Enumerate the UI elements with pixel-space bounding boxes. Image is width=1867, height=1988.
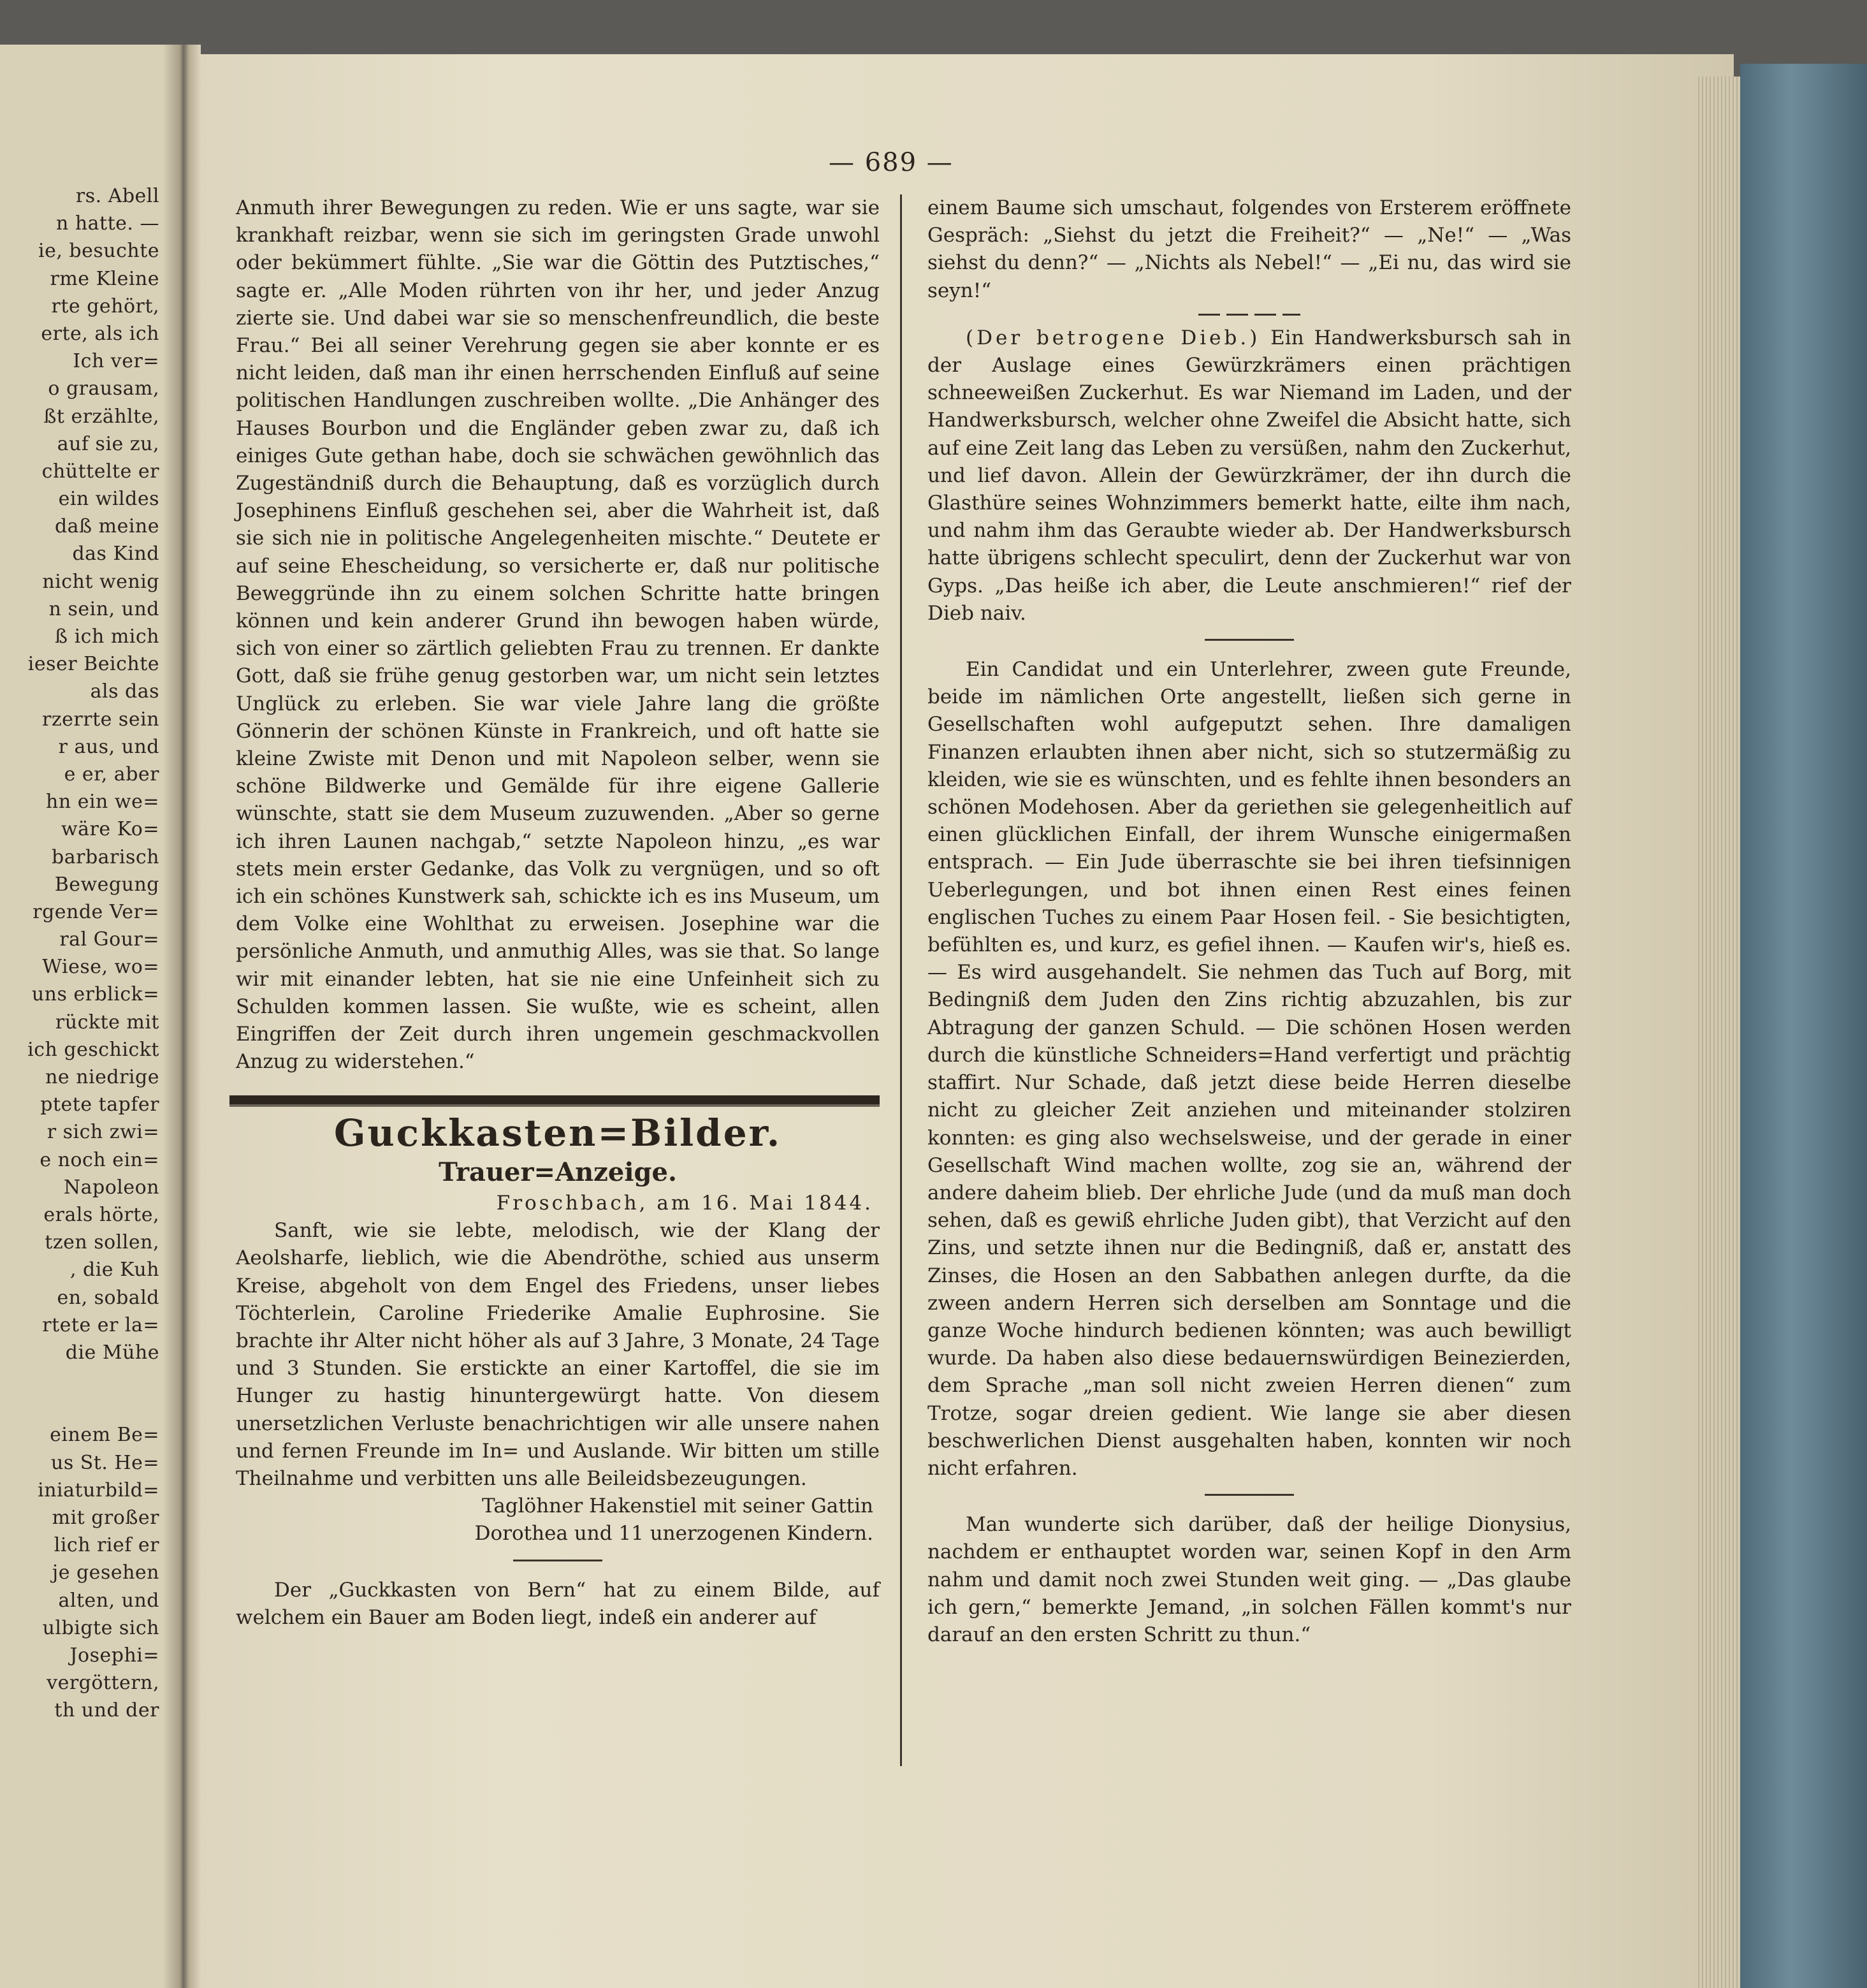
left-fragment-line: ß ich mich — [55, 625, 159, 648]
dionysius-anecdote: Man wunderte sich darüber, daß der heilige Dionysius, nachdem er enthauptet worden war, seinen Kopf in den Arm nahm und damit noch zwei Stunden weit ging. — „Das glaube ich gern,“ bemerkte Jemand, „in solchen Fällen kommt's nur darauf an den ersten Schritt zu thun.“ — [927, 1513, 1571, 1646]
left-fragment-line: nicht wenig — [42, 570, 159, 593]
column-right — [927, 194, 1571, 1649]
left-fragment-line: , die Kuh — [69, 1259, 159, 1282]
book-cover — [1740, 64, 1867, 1988]
candidate-anecdote: Ein Candidat und ein Unterlehrer, zween gute Freunde, beide im nämlichen Orte angestellt, ließen sich gerne in Gesellschaften wohl aufgeputzt sehen. Ihre damaligen Finanzen erlaubten ihnen aber nicht, sich so stutzermäßig zu kleiden, wie sie es wünschten, und es fehlte ihnen besonders an schönen Modehosen. Aber da geriethen sie gelegenheitlich auf einen glücklichen Einfall, der ihrem Wunsche einigermaßen entsprach. — Ein Jude überraschte sie bei ihren tiefsinnigen Ueberlegungen, und bot ihnen einen Rest eines feinen englischen Tuches zu einem Paar Hosen feil. - Sie besichtigten, befühlten es, und kurz, es gefiel ihnen. — Kaufen wir's, hieß es. — Es wird ausgehandelt. Sie nehmen das Tuch auf Borg, mit Bedingniß dem Juden den Zins richtig abzuzahlen, bis zur Abtragung der ganzen Schuld. — Die schönen Hosen werden durch die künstliche Schneiders=Hand verfertigt und prächtig staffirt. Nur Schade, daß jetzt diese beide Herren dieselbe nicht zu gleicher Zeit anziehen und miteinander stolziren konnten: es ging also wechselsweise, und der gerade in einer Gesellschaft Wind machen wollte, zog sie an, während der andere daheim blieb. Der ehrliche Jude (und da muß man doch sehen, daß es gewiß ehrliche Juden gibt), that Verzicht auf den Zins, und setzte ihnen nur die Bedingniß, daß er, anstatt des Zinses, die Hosen an den Sabbathen anlegen durfte, da die zween andern Herren sich derselben am Sonntage und die ganze Woche hindurch bedienen könnten; was auch bewilligt wurde. Da haben also diese bedauernswürdigen Beinezierden, dem Sprache „man soll nicht zweien Herren dienen“ zum Trotze, sogar dreien gedient. Wie lange sie aber diesen beschwerlichen Dienst ausgehalten haben, konnten wir noch nicht erfahren. — [927, 658, 1571, 1480]
page-edges — [1696, 77, 1740, 1988]
left-fragment-line: als das — [90, 680, 159, 703]
gutter — [163, 45, 201, 1988]
anecdote-title: (Der betrogene Dieb.) — [966, 326, 1261, 349]
left-fragment-line: r aus, und — [58, 735, 159, 758]
divider — [1205, 639, 1294, 641]
left-fragment-line: rückte mit — [55, 1011, 159, 1034]
left-fragment-line: rme Kleine — [50, 267, 159, 290]
left-fragment-line: Josephi= — [69, 1644, 159, 1667]
left-fragment-line: uns erblick= — [31, 983, 159, 1006]
left-fragment-line: iniaturbild= — [38, 1479, 159, 1502]
left-fragment-line: auf sie zu, — [57, 432, 159, 455]
napoleon-text: Anmuth ihrer Bewegungen zu reden. Wie er uns sagte, war sie krankhaft reizbar, wenn sie sich im geringsten Grade unwohl oder bekümmert fühlte. „Sie war die Göttin des Putztisches,“ sagte er. „Alle Moden rührten von ihr her, und jeder Anzug zierte sie. Und dabei war sie so menschenfreundlich, die beste Frau.“ Bei all seiner Verehrung gegen sie aber konnte er es nicht leiden, daß man ihr einen herrschenden Einfluß auf seine politischen Handlungen zuschreiben wollte. „Die Anhänger des Hauses Bourbon und die Engländer geben zwar zu, daß ich einiges Gute gethan habe, doch sie schwächen gewöhnlich das Zugeständniß durch die Behauptung, daß es vorzüglich durch Josephinens Einfluß geschehen sei, aber die Wahrheit ist, daß sie sich nie in politische Angelegenheiten mischte.“ Deutete er auf seine Ehescheidung, so versicherte er, daß nur politische Beweggründe ihn zu einem solchen Schritte hatte bringen können und kein anderer Grund ihn bewogen haben würde, sich von einer so zärtlich geliebten Frau zu trennen. Er dankte Gott, daß sie frühe genug gestorben war, um nicht sein letztes Unglück zu erleben. Sie war viele Jahre lang die größte Gönnerin der schönen Künste in Frankreich, und oft hatte sie kleine Zwiste mit Denon und mit Napoleon selber, wenn sie schöne Bildwerke und Gemälde für ihre eigene Gallerie wünschte, statt sie dem Museum zuzuwenden. „Aber so gerne ich ihren Launen nachgab,“ setzte Napoleon hinzu, „es war stets mein erster Gedanke, das Volk zu vergnügen, und so oft ich ein schönes Kunstwerk sah, schickte ich es ins Museum, um dem Volke eine Wohlthat zu erweisen. Josephine war die persönliche Anmuth, und anmuthig Alles, was sie that. So lange wir mit einander lebten, hat sie nie eine Unfeinheit sich zu Schulden kommen lassen. Sie wußte, wie es scheint, allen Eingriffen der Zeit durch ihren ungemein geschmackvollen Anzug zu widerstehen.“ — [236, 196, 880, 1074]
left-fragment-line: rtete er la= — [42, 1313, 159, 1336]
left-fragment-line: ein wildes — [58, 488, 159, 511]
left-fragment-line: Wiese, wo= — [42, 956, 159, 979]
left-fragment-line: vergöttern, — [47, 1672, 159, 1695]
notice-signature-2: Dorothea und 11 unerzogenen Kindern. — [474, 1522, 873, 1546]
section-rule — [229, 1095, 880, 1107]
anecdote-body: Ein Handwerksbursch sah in der Auslage eines Gewürzkrämers einen prächtigen schneeweißen Zuckerhut. Es war Niemand im Laden, und der Handwerksbursch, welcher ohne Zweifel die Absicht hatte, sich auf eine Zeit lang das Leben zu versüßen, nahm den Zuckerhut, und lief davon. Allein der Gewürzkrämer, der ihn durch die Glasthüre seines Wohnzimmers bemerkt hatte, eilte ihm nach, und nahm ihm das Geraubte wieder ab. Der Handwerksbursch hatte übrigens schlecht speculirt, denn der Zuckerhut war von Gyps. „Das heiße ich aber, die Leute anschmieren!“ rief der Dieb naiv. — [927, 326, 1572, 625]
left-fragment-line: n sein, und — [48, 597, 159, 620]
guckkasten-text: Der „Guckkasten von Bern“ hat zu einem Bilde, auf welchem ein Bauer am Boden liegt, indeß ein anderer auf — [236, 1578, 880, 1629]
left-fragment-line: einem Be= — [50, 1424, 159, 1447]
left-fragment-line: mit großer — [52, 1507, 159, 1529]
dialogue-text: einem Baume sich umschaut, folgendes von Ersterem eröffnete Gespräch: „Siehst du jetzt die Freiheit?“ — „Ne!“ — „Was siehst du denn?“ — „Nichts als Nebel!“ — „Ei nu, das wird sie seyn!“ — [927, 196, 1571, 302]
left-fragment-line: us St. He= — [51, 1451, 159, 1474]
left-fragment-line: alten, und — [58, 1589, 159, 1612]
left-fragment-line: erals hörte, — [43, 1203, 159, 1226]
left-fragment-line: n hatte. — — [55, 212, 159, 235]
left-fragment-line: wäre Ko= — [61, 818, 159, 841]
divider — [1198, 314, 1300, 316]
left-fragment-line: rs. Abell — [75, 185, 159, 207]
left-fragment-line: e er, aber — [64, 763, 159, 786]
left-fragment-line: Bewegung — [54, 873, 159, 896]
left-fragment-line: hn ein we= — [46, 791, 159, 814]
thief-anecdote — [927, 325, 1571, 627]
column-separator — [900, 194, 902, 1766]
left-fragment-line: ulbigte sich — [42, 1616, 159, 1639]
left-fragment-line: o grausam, — [48, 377, 159, 400]
notice-body: Sanft, wie sie lebte, melodisch, wie der Klang der Aeolsharfe, lieblich, wie die Abendröthe, schied aus unserm Kreise, abgeholt von dem Engel des Friedens, unser liebes Töchterlein, Caroline Friederike Amalie Euphrosine. Sie brachte ihr Alter nicht höher als auf 3 Jahre, 3 Monate, 24 Tage und 3 Stunden. Sie erstickte an einer Kartoffel, die sie im Hunger zu hastig hinuntergewürgt hatte. Von diesem unersetzlichen Verluste benachrichtigen wir alle unsere nahen und fernen Freunde im In= und Auslande. Wir bitten um stille Theilnahme und verbitten uns alle Beileidsbezeugungen. — [236, 1219, 880, 1490]
left-fragment-line — [0, 1396, 159, 1424]
column-left — [236, 194, 880, 1632]
left-fragment-line: daß meine — [54, 515, 159, 538]
notice-signature-1: Taglöhner Hakenstiel mit seiner Gattin — [482, 1495, 873, 1518]
left-fragment-line: rte gehört, — [51, 295, 159, 318]
left-fragment-line: r sich zwi= — [47, 1121, 159, 1144]
left-fragment-line: ne niedrige — [45, 1066, 159, 1088]
left-fragment-line: rgende Ver= — [33, 900, 159, 923]
left-fragment-line: ie, besuchte — [38, 240, 159, 263]
notice-title: Trauer=Anzeige. — [439, 1157, 677, 1187]
divider — [513, 1560, 602, 1561]
left-fragment-line: chüttelte er — [41, 460, 159, 483]
left-fragment-line: ptete tapfer — [40, 1093, 159, 1116]
left-fragment-line: ral Gour= — [59, 928, 159, 951]
left-fragment-line: ßt erzählte, — [43, 405, 159, 428]
left-fragment-line: das Kind — [72, 543, 159, 566]
page-number: — 689 — — [829, 148, 954, 177]
left-fragment-line: Napoleon — [63, 1176, 159, 1199]
divider — [1205, 1494, 1294, 1496]
section-title: Guckkasten=Bilder. — [333, 1111, 782, 1155]
left-fragment-line: barbarisch — [52, 845, 159, 868]
left-fragment-line: die Mühe — [65, 1341, 159, 1364]
left-fragment-line: en, sobald — [57, 1286, 159, 1309]
left-page-text-fragments — [0, 185, 159, 1727]
notice-dateline: Froschbach, am 16. Mai 1844. — [496, 1191, 873, 1215]
left-fragment-line: Ich ver= — [73, 350, 159, 373]
left-fragment-line: ieser Beichte — [27, 653, 159, 676]
left-fragment-line: je gesehen — [52, 1561, 159, 1584]
left-fragment-line: ich geschickt — [27, 1038, 159, 1061]
left-fragment-line — [0, 1369, 159, 1396]
left-fragment-line: lich rief er — [54, 1534, 159, 1557]
left-fragment-line: tzen sollen, — [45, 1231, 159, 1254]
left-fragment-line: erte, als ich — [41, 322, 159, 345]
left-fragment-line: rzerrte sein — [42, 708, 159, 731]
left-fragment-line: th und der — [54, 1699, 159, 1722]
left-fragment-line: e noch ein= — [40, 1148, 159, 1171]
